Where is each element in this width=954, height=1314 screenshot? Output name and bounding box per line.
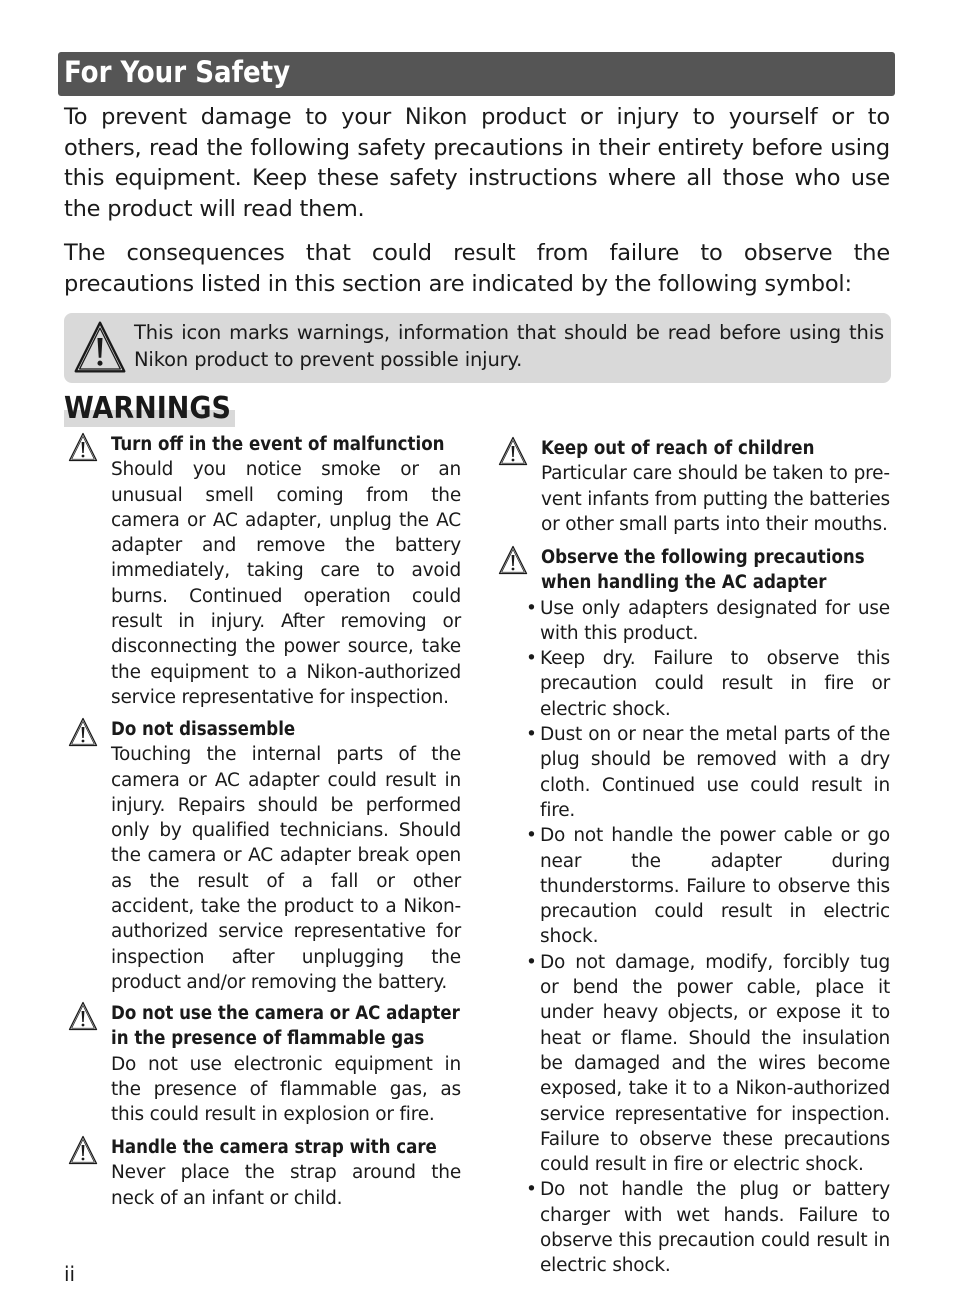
list-item xyxy=(525,722,890,823)
list-item xyxy=(525,823,890,949)
bullet: • xyxy=(526,1179,537,1201)
intro-paragraph: To prevent damage to your Nikon product or injury to yourself or to others, read the following safety precautions in their entirety before using this equipment. Keep these safety instructions where all those who use the product will read them. xyxy=(64,104,890,222)
notice-text: This icon marks warnings, information that should be read before using this Nikon product to prevent possible injury. xyxy=(134,321,884,371)
warning-title: Handle the camera strap with care xyxy=(111,1137,437,1158)
precaution-text: Keep dry. Failure to observe this precaution could result in fire or electric shock. xyxy=(540,648,890,720)
page-title: For Your Safety xyxy=(64,55,291,89)
warning-triangle-icon xyxy=(67,1001,99,1031)
precaution-text: Do not handle the plug or battery charger with wet hands. Failure to observe this precaution could result in electric shock. xyxy=(540,1179,890,1277)
bullet: • xyxy=(526,825,537,847)
warning-triangle-icon xyxy=(67,717,99,747)
precaution-text: Do not handle the power cable or go near the adapter during thunderstorms. Failure to observe this precaution could result in electric shock. xyxy=(540,825,890,948)
list-item xyxy=(525,950,890,1178)
list-item xyxy=(525,596,890,647)
bullet: • xyxy=(526,597,537,619)
precaution-list xyxy=(526,596,890,1279)
precaution-text: Use only adapters designated for use with this product. xyxy=(540,597,890,644)
warning-title: Keep out of reach of children xyxy=(541,438,815,459)
warning-triangle-icon xyxy=(70,320,130,374)
warning-text: Do not use electronic equipment in the presence of flammable gas, as this could result in explosion or fire. xyxy=(111,1053,461,1126)
list-item xyxy=(525,646,890,722)
warnings-heading-text: WARNINGS xyxy=(64,391,231,426)
warning-text: Particular care should be taken to prevent infants from putting the batteries or other small parts into their mouths. xyxy=(541,463,890,535)
warning-text: Touching the internal parts of the camera or AC adapter could result in injury. Repairs should be performed only by qualified technicians. Should the camera or AC adapter break open as the result of a fall or other accident, take the product to a Nikon-authorized service representative for inspection after unplugging the product and/or removing the battery. xyxy=(111,744,461,993)
bullet: • xyxy=(526,648,537,670)
intro-paragraph: The consequences that could result from failure to observe the precautions listed in this section are indicated by the following symbol: xyxy=(64,240,890,297)
warning-symbol-notice xyxy=(64,313,891,383)
warning-title: Observe the following precautions when handling the AC adapter xyxy=(541,547,865,594)
section-title-bar xyxy=(58,52,895,96)
bullet: • xyxy=(526,951,537,973)
warning-triangle-icon xyxy=(67,1135,99,1165)
warnings-heading xyxy=(64,391,235,427)
warning-title: Do not disassemble xyxy=(111,719,296,740)
warning-title: Do not use the camera or AC adapter in the presence of flammable gas xyxy=(111,1003,460,1050)
warning-triangle-icon xyxy=(497,545,529,575)
precaution-text: Do not damage, modify, forcibly tug or bend the power cable, place it under heavy objects, or expose it to heat or flame. Should the insulation be damaged and the wires become exposed, take it to a Nikon-authorized service representative for inspection. Failure to observe these precautions could result in fire or electric shock. xyxy=(540,951,890,1176)
warning-triangle-icon xyxy=(497,436,529,466)
bullet: • xyxy=(526,724,537,746)
warning-title: Turn off in the event of malfunction xyxy=(111,434,445,455)
page-number: ii xyxy=(64,1262,76,1286)
warning-text: Never place the strap around the neck of an infant or child. xyxy=(111,1162,461,1209)
list-item xyxy=(525,1177,890,1278)
warning-triangle-icon xyxy=(67,432,99,462)
warning-text: Should you notice smoke or an unusual smell coming from the camera or AC adapter, unplug the AC adapter and remove the battery immediately, taking care to avoid burns. Continued operation could result in injury. After removing or disconnecting the power source, take the equipment to a Nikon-authorized service representative for inspection. xyxy=(111,459,461,708)
precaution-text: Dust on or near the metal parts of the plug should be removed with a dry cloth. Continued use could result in fire. xyxy=(540,724,890,821)
